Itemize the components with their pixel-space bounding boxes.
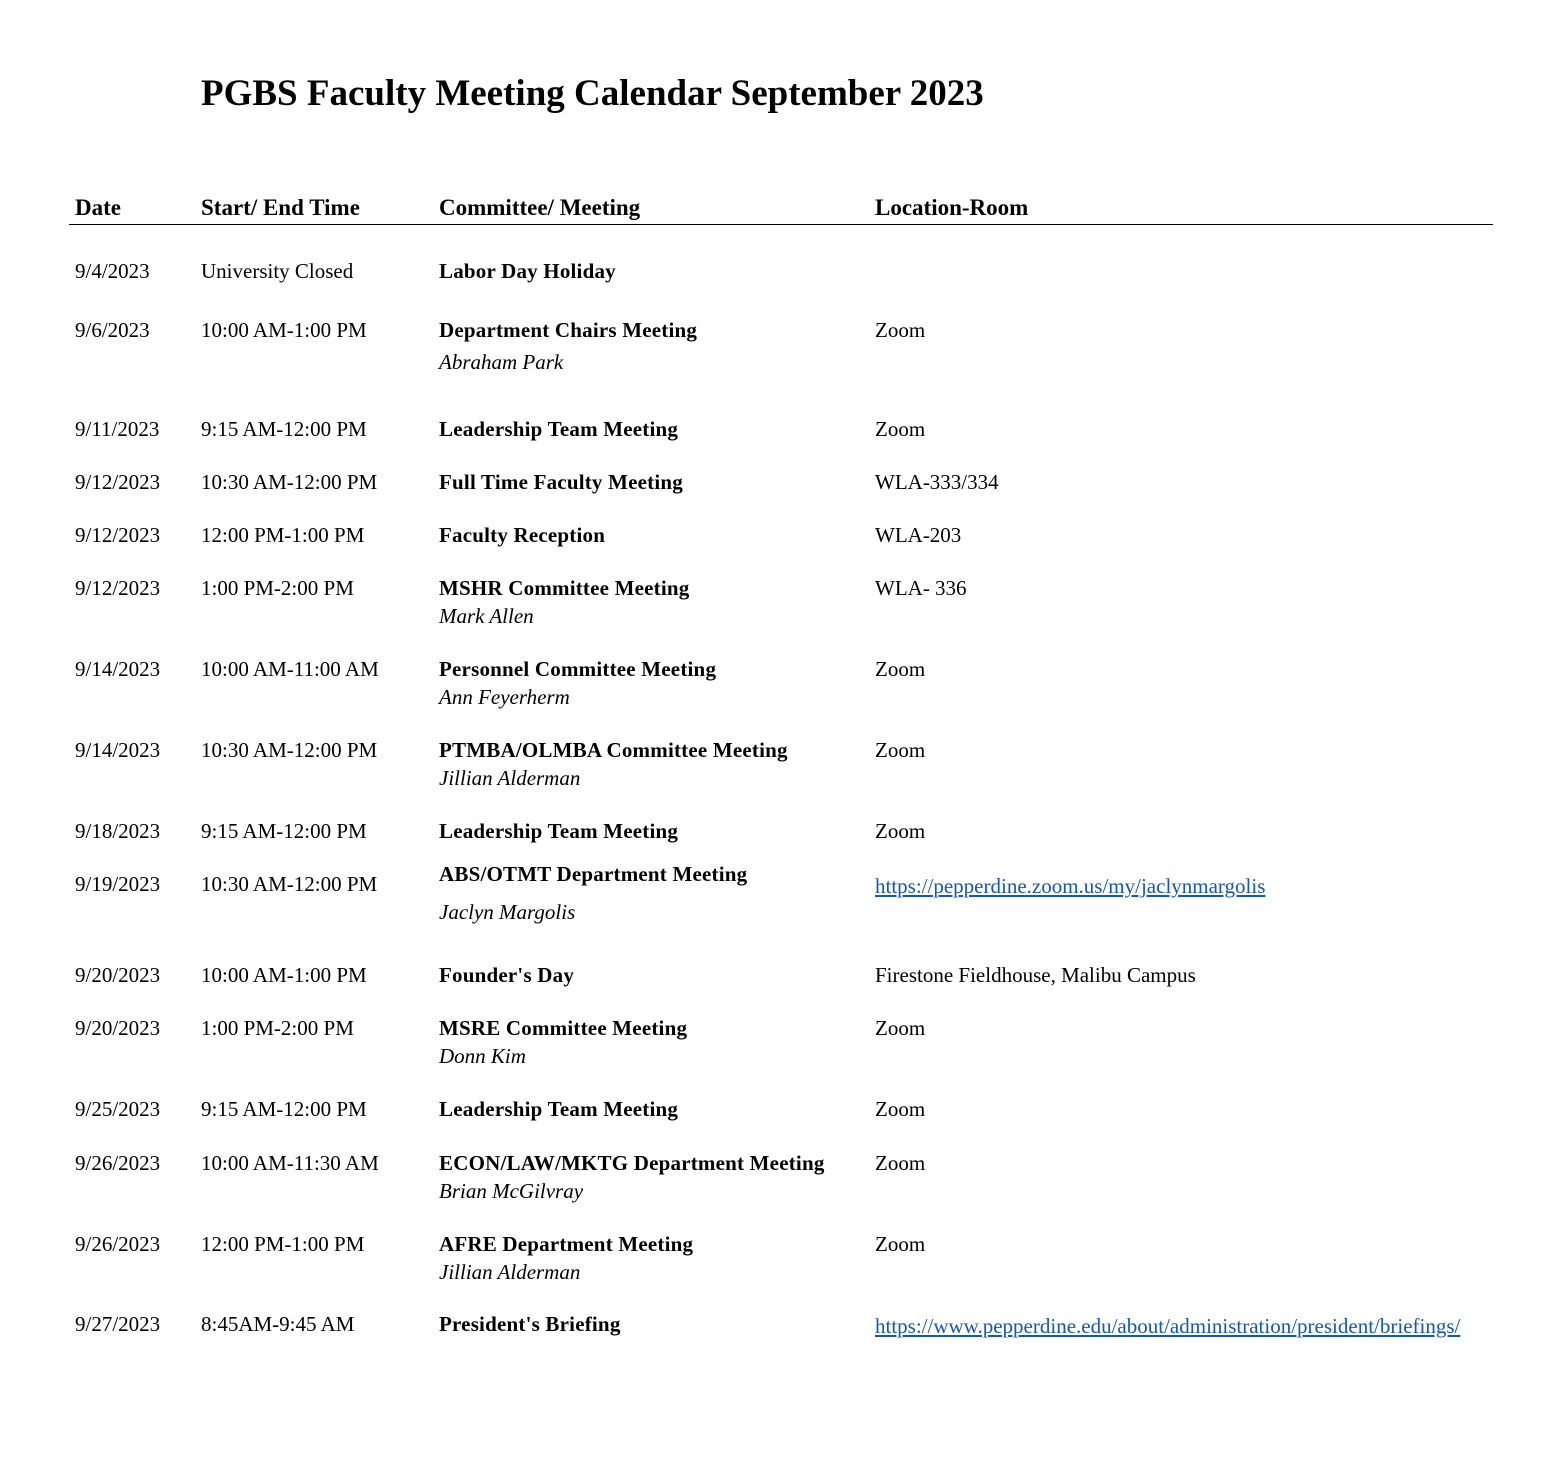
table-row: [0, 415, 1549, 475]
meeting-name: Faculty Reception: [439, 523, 606, 547]
time-cell: 10:30 AM-12:00 PM: [201, 872, 378, 896]
date-cell: 9/18/2023: [75, 819, 161, 843]
meeting-name: Labor Day Holiday: [439, 259, 616, 283]
table-row: [0, 736, 1549, 796]
meeting-name: Leadership Team Meeting: [439, 1097, 679, 1121]
meeting-cell: [439, 817, 678, 845]
meeting-cell: [439, 736, 788, 792]
table-row: [0, 1149, 1549, 1209]
time-cell: 9:15 AM-12:00 PM: [201, 1097, 367, 1121]
meeting-cell: [439, 961, 574, 989]
meeting-name: President's Briefing: [439, 1312, 621, 1336]
table-row: [0, 817, 1549, 877]
date-cell: 9/11/2023: [75, 417, 160, 441]
meeting-cell: [439, 1310, 621, 1338]
time-cell: 8:45AM-9:45 AM: [201, 1312, 355, 1336]
header-time: Start/ End Time: [201, 195, 360, 220]
meeting-name: MSRE Committee Meeting: [439, 1016, 688, 1040]
date-cell: 9/27/2023: [75, 1312, 161, 1336]
location-cell: Firestone Fieldhouse, Malibu Campus: [875, 963, 1196, 987]
time-cell: 1:00 PM-2:00 PM: [201, 576, 354, 600]
date-cell: 9/19/2023: [75, 872, 161, 896]
time-cell: 1:00 PM-2:00 PM: [201, 1016, 354, 1040]
table-header: [0, 193, 1549, 223]
meeting-cell: [439, 574, 689, 630]
date-cell: 9/14/2023: [75, 657, 161, 681]
meeting-cell: [439, 1014, 687, 1070]
meeting-name: Department Chairs Meeting: [439, 318, 698, 342]
table-row: [0, 574, 1549, 634]
organizer-name: Jaclyn Margolis: [439, 900, 576, 924]
location-link[interactable]: https://www.pepperdine.edu/about/administration/president/briefings/: [875, 1314, 1461, 1338]
table-row: [0, 1310, 1549, 1370]
date-cell: 9/20/2023: [75, 1016, 161, 1040]
date-cell: 9/6/2023: [75, 318, 150, 342]
table-row: [0, 468, 1549, 528]
location-cell: Zoom: [875, 738, 926, 762]
date-cell: 9/25/2023: [75, 1097, 161, 1121]
meeting-name: Leadership Team Meeting: [439, 417, 679, 441]
time-cell: 10:00 AM-11:00 AM: [201, 657, 379, 681]
date-cell: 9/12/2023: [75, 523, 161, 547]
date-cell: 9/26/2023: [75, 1232, 161, 1256]
table-row: [0, 257, 1549, 317]
table-row: [0, 1014, 1549, 1074]
meeting-cell: [439, 316, 697, 376]
header-divider: [69, 224, 1493, 225]
meeting-cell: [439, 468, 683, 496]
header-date: Date: [75, 195, 121, 220]
time-cell: 9:15 AM-12:00 PM: [201, 819, 367, 843]
table-row: [0, 961, 1549, 1021]
table-row: [0, 1095, 1549, 1155]
time-cell: 10:00 AM-1:00 PM: [201, 963, 367, 987]
table-row: [0, 655, 1549, 715]
time-cell: 10:30 AM-12:00 PM: [201, 470, 378, 494]
location-cell: Zoom: [875, 318, 926, 342]
date-cell: 9/20/2023: [75, 963, 161, 987]
header-location: Location-Room: [875, 195, 1029, 220]
location-cell: WLA-203: [875, 523, 962, 547]
organizer-name: Jillian Alderman: [439, 766, 581, 790]
header-meeting: Committee/ Meeting: [439, 195, 641, 220]
meeting-cell: [439, 860, 747, 926]
table-row: [0, 521, 1549, 581]
date-cell: 9/14/2023: [75, 738, 161, 762]
meeting-cell: [439, 1149, 825, 1205]
time-cell: 12:00 PM-1:00 PM: [201, 523, 365, 547]
time-cell: 10:30 AM-12:00 PM: [201, 738, 378, 762]
location-link[interactable]: https://pepperdine.zoom.us/my/jaclynmargolis: [875, 874, 1266, 898]
location-cell: Zoom: [875, 1016, 926, 1040]
organizer-name: Donn Kim: [439, 1044, 526, 1068]
meeting-name: Personnel Committee Meeting: [439, 657, 717, 681]
meeting-name: Full Time Faculty Meeting: [439, 470, 683, 494]
location-cell: Zoom: [875, 1232, 926, 1256]
meeting-cell: [439, 1095, 678, 1123]
meeting-name: Leadership Team Meeting: [439, 819, 679, 843]
time-cell: 12:00 PM-1:00 PM: [201, 1232, 365, 1256]
time-cell: 10:00 AM-1:00 PM: [201, 318, 367, 342]
time-cell: University Closed: [201, 259, 354, 283]
date-cell: 9/12/2023: [75, 470, 161, 494]
organizer-name: Ann Feyerherm: [439, 685, 570, 709]
date-cell: 9/4/2023: [75, 259, 150, 283]
table-row: [0, 316, 1549, 376]
location-cell: WLA- 336: [875, 576, 967, 600]
time-cell: 10:00 AM-11:30 AM: [201, 1151, 379, 1175]
location-cell: Zoom: [875, 417, 926, 441]
meeting-cell: [439, 1230, 693, 1286]
location-cell: Zoom: [875, 1097, 926, 1121]
meeting-cell: [439, 521, 605, 549]
meeting-cell: [439, 257, 616, 285]
organizer-name: Abraham Park: [439, 350, 564, 374]
meeting-name: PTMBA/OLMBA Committee Meeting: [439, 738, 788, 762]
time-cell: 9:15 AM-12:00 PM: [201, 417, 367, 441]
meeting-name: MSHR Committee Meeting: [439, 576, 690, 600]
meeting-name: ECON/LAW/MKTG Department Meeting: [439, 1151, 825, 1175]
table-row: [0, 1230, 1549, 1290]
organizer-name: Brian McGilvray: [439, 1179, 584, 1203]
location-cell: Zoom: [875, 657, 926, 681]
meeting-name: AFRE Department Meeting: [439, 1232, 694, 1256]
date-cell: 9/26/2023: [75, 1151, 161, 1175]
table-row: [0, 862, 1549, 930]
document-title: PGBS Faculty Meeting Calendar September 2023: [201, 73, 984, 114]
location-cell: Zoom: [875, 1151, 926, 1175]
meeting-cell: [439, 415, 678, 443]
meeting-cell: [439, 655, 716, 711]
meeting-name: ABS/OTMT Department Meeting: [439, 862, 748, 886]
organizer-name: Mark Allen: [439, 604, 534, 628]
organizer-name: Jillian Alderman: [439, 1260, 581, 1284]
meeting-name: Founder's Day: [439, 963, 575, 987]
location-cell: WLA-333/334: [875, 470, 999, 494]
date-cell: 9/12/2023: [75, 576, 161, 600]
location-cell: Zoom: [875, 819, 926, 843]
